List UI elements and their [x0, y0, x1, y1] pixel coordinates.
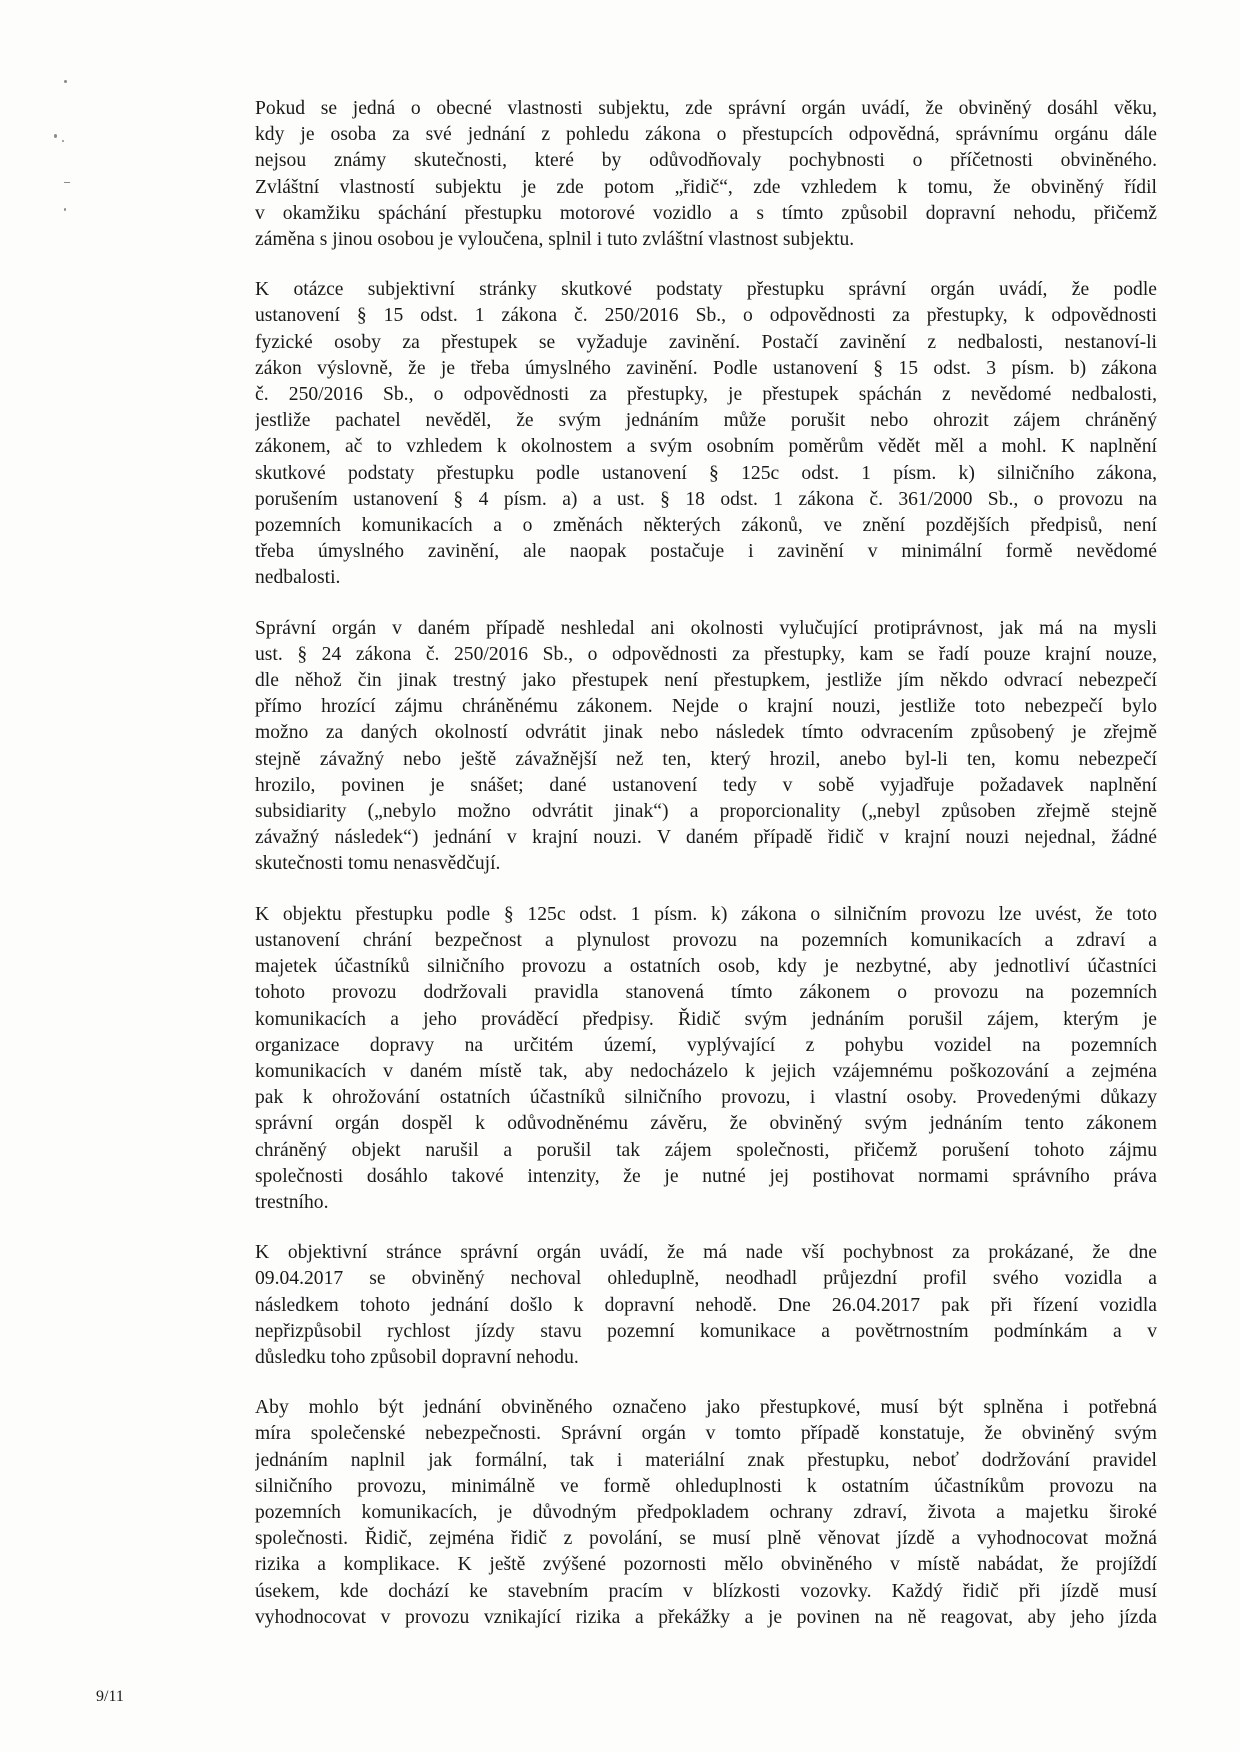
text-line: ustanovení § 15 odst. 1 zákona č. 250/2016 Sb., o odpovědnosti za přestupky, k odpovědnosti	[255, 305, 1157, 327]
text-line: Pokud se jedná o obecné vlastnosti subjektu, zde správní orgán uvádí, že obviněný dosáhl věku,	[255, 98, 1157, 119]
text-line: Zvláštní vlastností subjektu je zde potom „řidič“, zde vzhledem k tomu, že obviněný řídil	[255, 176, 1157, 198]
text-line: K objektu přestupku podle § 125c odst. 1 písm. k) zákona o silničním provozu lze uvést, že toto	[255, 903, 1157, 925]
paragraph	[255, 902, 1157, 1216]
text-line: tohoto provozu dodržovali pravidla stanovená tímto zákonem o provozu na pozemních	[255, 982, 1157, 1004]
text-line: trestního.	[255, 1191, 329, 1213]
text-line: chráněný objekt narušil a porušil tak zájem společnosti, přičemž porušení tohoto zájmu	[255, 1139, 1157, 1161]
text-line: rizika a komplikace. K ještě zvýšené pozornosti mělo obviněného v místě nabádat, že projíždí	[255, 1554, 1157, 1576]
text-line: vyhodnocovat v provozu vznikající rizika a překážky a je povinen na ně reagovat, aby jeho jízda	[255, 1606, 1157, 1628]
text-line: ust. § 24 zákona č. 250/2016 Sb., o odpovědnosti za přestupky, kam se řadí pouze krajní nouze,	[255, 643, 1157, 665]
text-line: zákonem, ač to vzhledem k okolnostem a svým osobním poměrům vědět měl a mohl. K naplnění	[255, 436, 1157, 458]
text-line: přímo hrozící zájmu chráněnému zákonem. Nejde o krajní nouzi, jestliže toto nebezpečí bylo	[255, 696, 1157, 718]
text-line: pozemních komunikacích a o změnách některých zákonů, ve znění pozdějších předpisů, není	[255, 515, 1157, 537]
text-line: pozemních komunikacích, je důvodným předpokladem ochrany zdraví, života a majetku široké	[255, 1501, 1157, 1523]
text-line: kdy je osoba za své jednání z pohledu zákona o přestupcích odpovědná, správnímu orgánu dále	[255, 124, 1157, 146]
text-line: skutečnosti tomu nenasvědčují.	[255, 853, 501, 875]
text-line: fyzické osoby za přestupek se vyžaduje zavinění. Postačí zavinění z nedbalosti, nestanoví-li	[255, 331, 1157, 353]
text-line: dle něhož čin jinak trestný jako přestupek není přestupkem, jestliže jím někdo odvrací nebezpečí	[255, 670, 1157, 692]
text-line: jestliže pachatel nevěděl, že svým jednáním může porušit nebo ohrozit zájem chráněný	[255, 410, 1157, 432]
text-line: správní orgán dospěl k odůvodněnému závěru, že obviněný svým jednáním tento zákonem	[255, 1113, 1157, 1135]
text-line: majetek účastníků silničního provozu a ostatních osob, kdy je nezbytné, aby jednotliví účastníci	[255, 956, 1157, 978]
paragraph	[255, 96, 1157, 253]
page-number: 9/11	[96, 1688, 124, 1705]
paragraph	[255, 616, 1157, 878]
text-line: důsledku toho způsobil dopravní nehodu.	[255, 1346, 579, 1368]
text-line: nedbalosti.	[255, 567, 341, 589]
text-line: zákon výslovně, že je třeba úmyslného zavinění. Podle ustanovení § 15 odst. 3 písm. b) zákona	[255, 357, 1157, 379]
text-line: společnosti. Řidič, zejména řidič z povolání, se musí plně věnovat jízdě a vyhodnocovat možná	[255, 1528, 1157, 1550]
text-line: záměna s jinou osobou je vyloučena, splnil i tuto zvláštní vlastnost subjektu.	[255, 229, 855, 251]
text-line: 09.04.2017 se obviněný nechoval ohleduplně, neodhadl průjezdní profil svého vozidla a	[255, 1268, 1157, 1290]
text-line: Aby mohlo být jednání obviněného označeno jako přestupkové, musí být splněna i potřebná	[255, 1397, 1157, 1419]
text-line: závažný následek“) jednání v krajní nouzi. V daném případě řidič v krajní nouzi nejednal, žádné	[255, 827, 1157, 849]
scan-speck	[54, 134, 57, 138]
text-line: organizace dopravy na určitém území, vyplývající z pohybu vozidel na pozemních	[255, 1034, 1157, 1056]
document-body	[255, 96, 1157, 1655]
text-line: subsidiarity („nebylo možno odvrátit jinak“) a proporcionality („nebyl způsoben zřejmě stejně	[255, 801, 1157, 823]
text-line: komunikacích v daném místě tak, aby nedocházelo k jejich vzájemnému poškozování a zejména	[255, 1060, 1157, 1082]
text-line: skutkové podstaty přestupku podle ustanovení § 125c odst. 1 písm. k) silničního zákona,	[255, 462, 1157, 484]
text-line: silničního provozu, minimálně ve formě ohleduplnosti k ostatním účastníkům provozu na	[255, 1475, 1157, 1497]
text-line: jednáním naplnil jak formální, tak i materiální znak přestupku, neboť dodržování pravidel	[255, 1449, 1157, 1471]
text-line: míra společenské nebezpečnosti. Správní orgán v tomto případě konstatuje, že obviněný svým	[255, 1423, 1157, 1445]
text-line: v okamžiku spáchání přestupku motorové vozidlo a s tímto způsobil dopravní nehodu, přičemž	[255, 202, 1157, 224]
text-line: K objektivní stránce správní orgán uvádí, že má nade vší pochybnost za prokázané, že dne	[255, 1242, 1157, 1264]
text-line: následkem tohoto jednání došlo k dopravní nehodě. Dne 26.04.2017 pak při řízení vozidla	[255, 1294, 1157, 1316]
text-line: nejsou známy skutečnosti, které by odůvodňovaly pochybnosti o příčetnosti obviněného.	[255, 150, 1157, 172]
text-line: třeba úmyslného zavinění, ale naopak postačuje i zavinění v minimální formě nevědomé	[255, 541, 1157, 563]
text-line: č. 250/2016 Sb., o odpovědnosti za přestupky, je přestupek spáchán z nevědomé nedbalosti,	[255, 384, 1157, 406]
text-line: K otázce subjektivní stránky skutkové podstaty přestupku správní orgán uvádí, že podle	[255, 279, 1157, 301]
scan-speck	[64, 182, 70, 183]
text-line: stejně závažný nebo ještě závažnější než ten, který hrozil, anebo byl-li ten, komu nebezpečí	[255, 748, 1157, 770]
paragraph	[255, 277, 1157, 591]
paragraph	[255, 1240, 1157, 1371]
text-line: možno za daných okolností odvrátit jinak nebo následek tímto odvracením způsobený je zřejmě	[255, 722, 1157, 744]
text-line: pak k ohrožování ostatních účastníků silničního provozu, i vlastní osoby. Provedenými důkazy	[255, 1087, 1157, 1109]
text-line: komunikacích a jeho prováděcí předpisy. Řidič svým jednáním porušil zájem, kterým je	[255, 1008, 1157, 1030]
text-line: porušením ustanovení § 4 písm. a) a ust. § 18 odst. 1 zákona č. 361/2000 Sb., o provozu na	[255, 488, 1157, 510]
text-line: společnosti dosáhlo takové intenzity, že je nutné jej postihovat normami správního práva	[255, 1165, 1157, 1187]
text-line: ustanovení chrání bezpečnost a plynulost provozu na pozemních komunikacích a zdraví a	[255, 929, 1157, 951]
text-line: nepřizpůsobil rychlost jízdy stavu pozemní komunikace a povětrnostním podmínkám a v	[255, 1320, 1157, 1342]
scan-speck	[62, 140, 64, 142]
text-line: hrozilo, povinen je snášet; dané ustanovení tedy v sobě vyjadřuje požadavek naplnění	[255, 774, 1157, 796]
text-line: Správní orgán v daném případě neshledal ani okolnosti vylučující protiprávnost, jak má na mysli	[255, 617, 1157, 639]
scan-speck	[64, 80, 67, 83]
text-line: úsekem, kde dochází ke stavebním pracím v blízkosti vozovky. Každý řidič při jízdě musí	[255, 1580, 1157, 1602]
scan-speck	[64, 208, 66, 211]
paragraph	[255, 1395, 1157, 1631]
